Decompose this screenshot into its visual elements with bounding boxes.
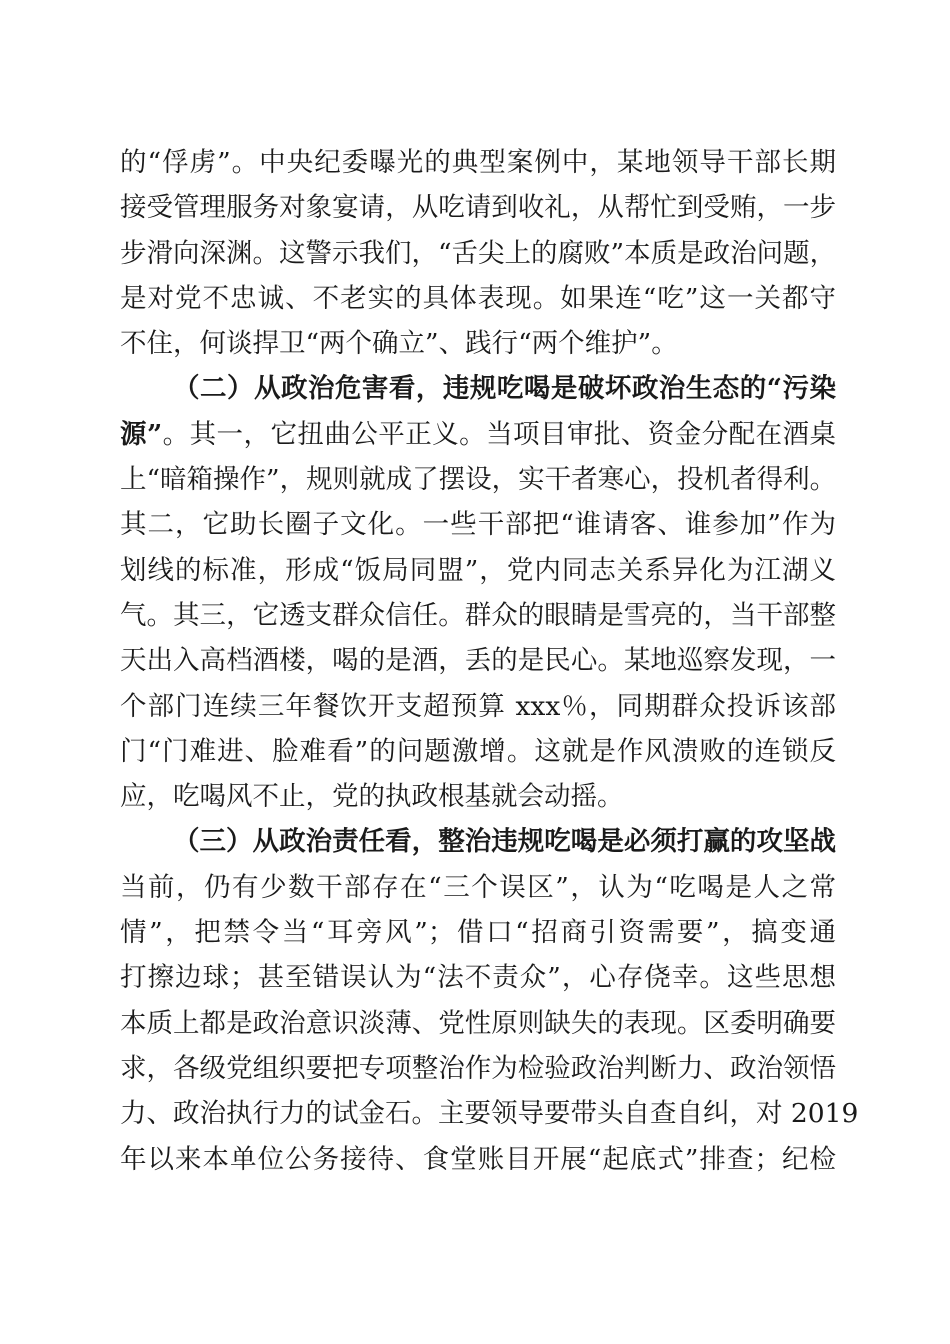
text-line: 打擦边球；甚至错误认为“法不责众”，心存侥幸。这些思想 (120, 962, 836, 994)
text-line: 不住，何谈捍卫“两个确立”、践行“两个维护”。 (120, 328, 678, 360)
text-line: 力、政治执行力的试金石。主要领导要带头自查自纠，对 2019 (120, 1098, 859, 1130)
text-line: 个部门连续三年餐饮开支超预算 xxx％，同期群众投诉该部 (120, 690, 836, 722)
text-line: 其二，它助长圈子文化。一些干部把“谁请客、谁参加”作为 (120, 509, 836, 541)
section-heading-end: 源” (120, 418, 163, 450)
section-heading-line (120, 366, 836, 411)
text-line: 接受管理服务对象宴请，从吃请到收礼，从帮忙到受贿，一步 (120, 192, 836, 224)
text-line: 年以来本单位公务接待、食堂账目开展“起底式”排查；纪检 (120, 1143, 836, 1175)
section-heading: （二）从政治危害看，违规吃喝是破坏政治生态的“污染 (173, 373, 836, 405)
text-line: 划线的标准，形成“饭局同盟”，党内同志关系异化为江湖义 (120, 554, 836, 586)
text-line (120, 412, 836, 457)
section-heading: （三）从政治责任看，整治违规吃喝是必须打赢的攻坚战 (173, 826, 836, 858)
text-line: 本质上都是政治意识淡薄、党性原则缺失的表现。区委明确要 (120, 1007, 836, 1039)
body-text (120, 140, 859, 1182)
text-line: 的“俘虏”。中央纪委曝光的典型案例中，某地领导干部长期 (120, 147, 836, 178)
text-line: 当前，仍有少数干部存在“三个误区”，认为“吃喝是人之常 (120, 871, 836, 903)
text-line: 上“暗箱操作”，规则就成了摆设，实干者寒心，投机者得利。 (120, 464, 837, 496)
text-line: 是对党不忠诚、不老实的具体表现。如果连“吃”这一关都守 (120, 282, 836, 314)
text-line: 天出入高档酒楼，喝的是酒，丢的是民心。某地巡察发现，一 (120, 645, 836, 677)
text-line: 步滑向深渊。这警示我们，“舌尖上的腐败”本质是政治问题， (120, 237, 837, 269)
text-line: 气。其三，它透支群众信任。群众的眼睛是雪亮的，当干部整 (120, 599, 836, 631)
text-line: 门“门难进、脸难看”的问题激增。这就是作风溃败的连锁反 (120, 735, 836, 767)
text-line: 情”，把禁令当“耳旁风”；借口“招商引资需要”，搞变通 (120, 917, 836, 949)
text-line: 求，各级党组织要把专项整治作为检验政治判断力、政治领悟 (120, 1052, 836, 1084)
text-run: 。其一，它扭曲公平正义。当项目审批、资金分配在酒桌 (162, 418, 837, 450)
section-heading-line (120, 819, 836, 864)
text-line: 应，吃喝风不止，党的执政根基就会动摇。 (120, 781, 624, 813)
